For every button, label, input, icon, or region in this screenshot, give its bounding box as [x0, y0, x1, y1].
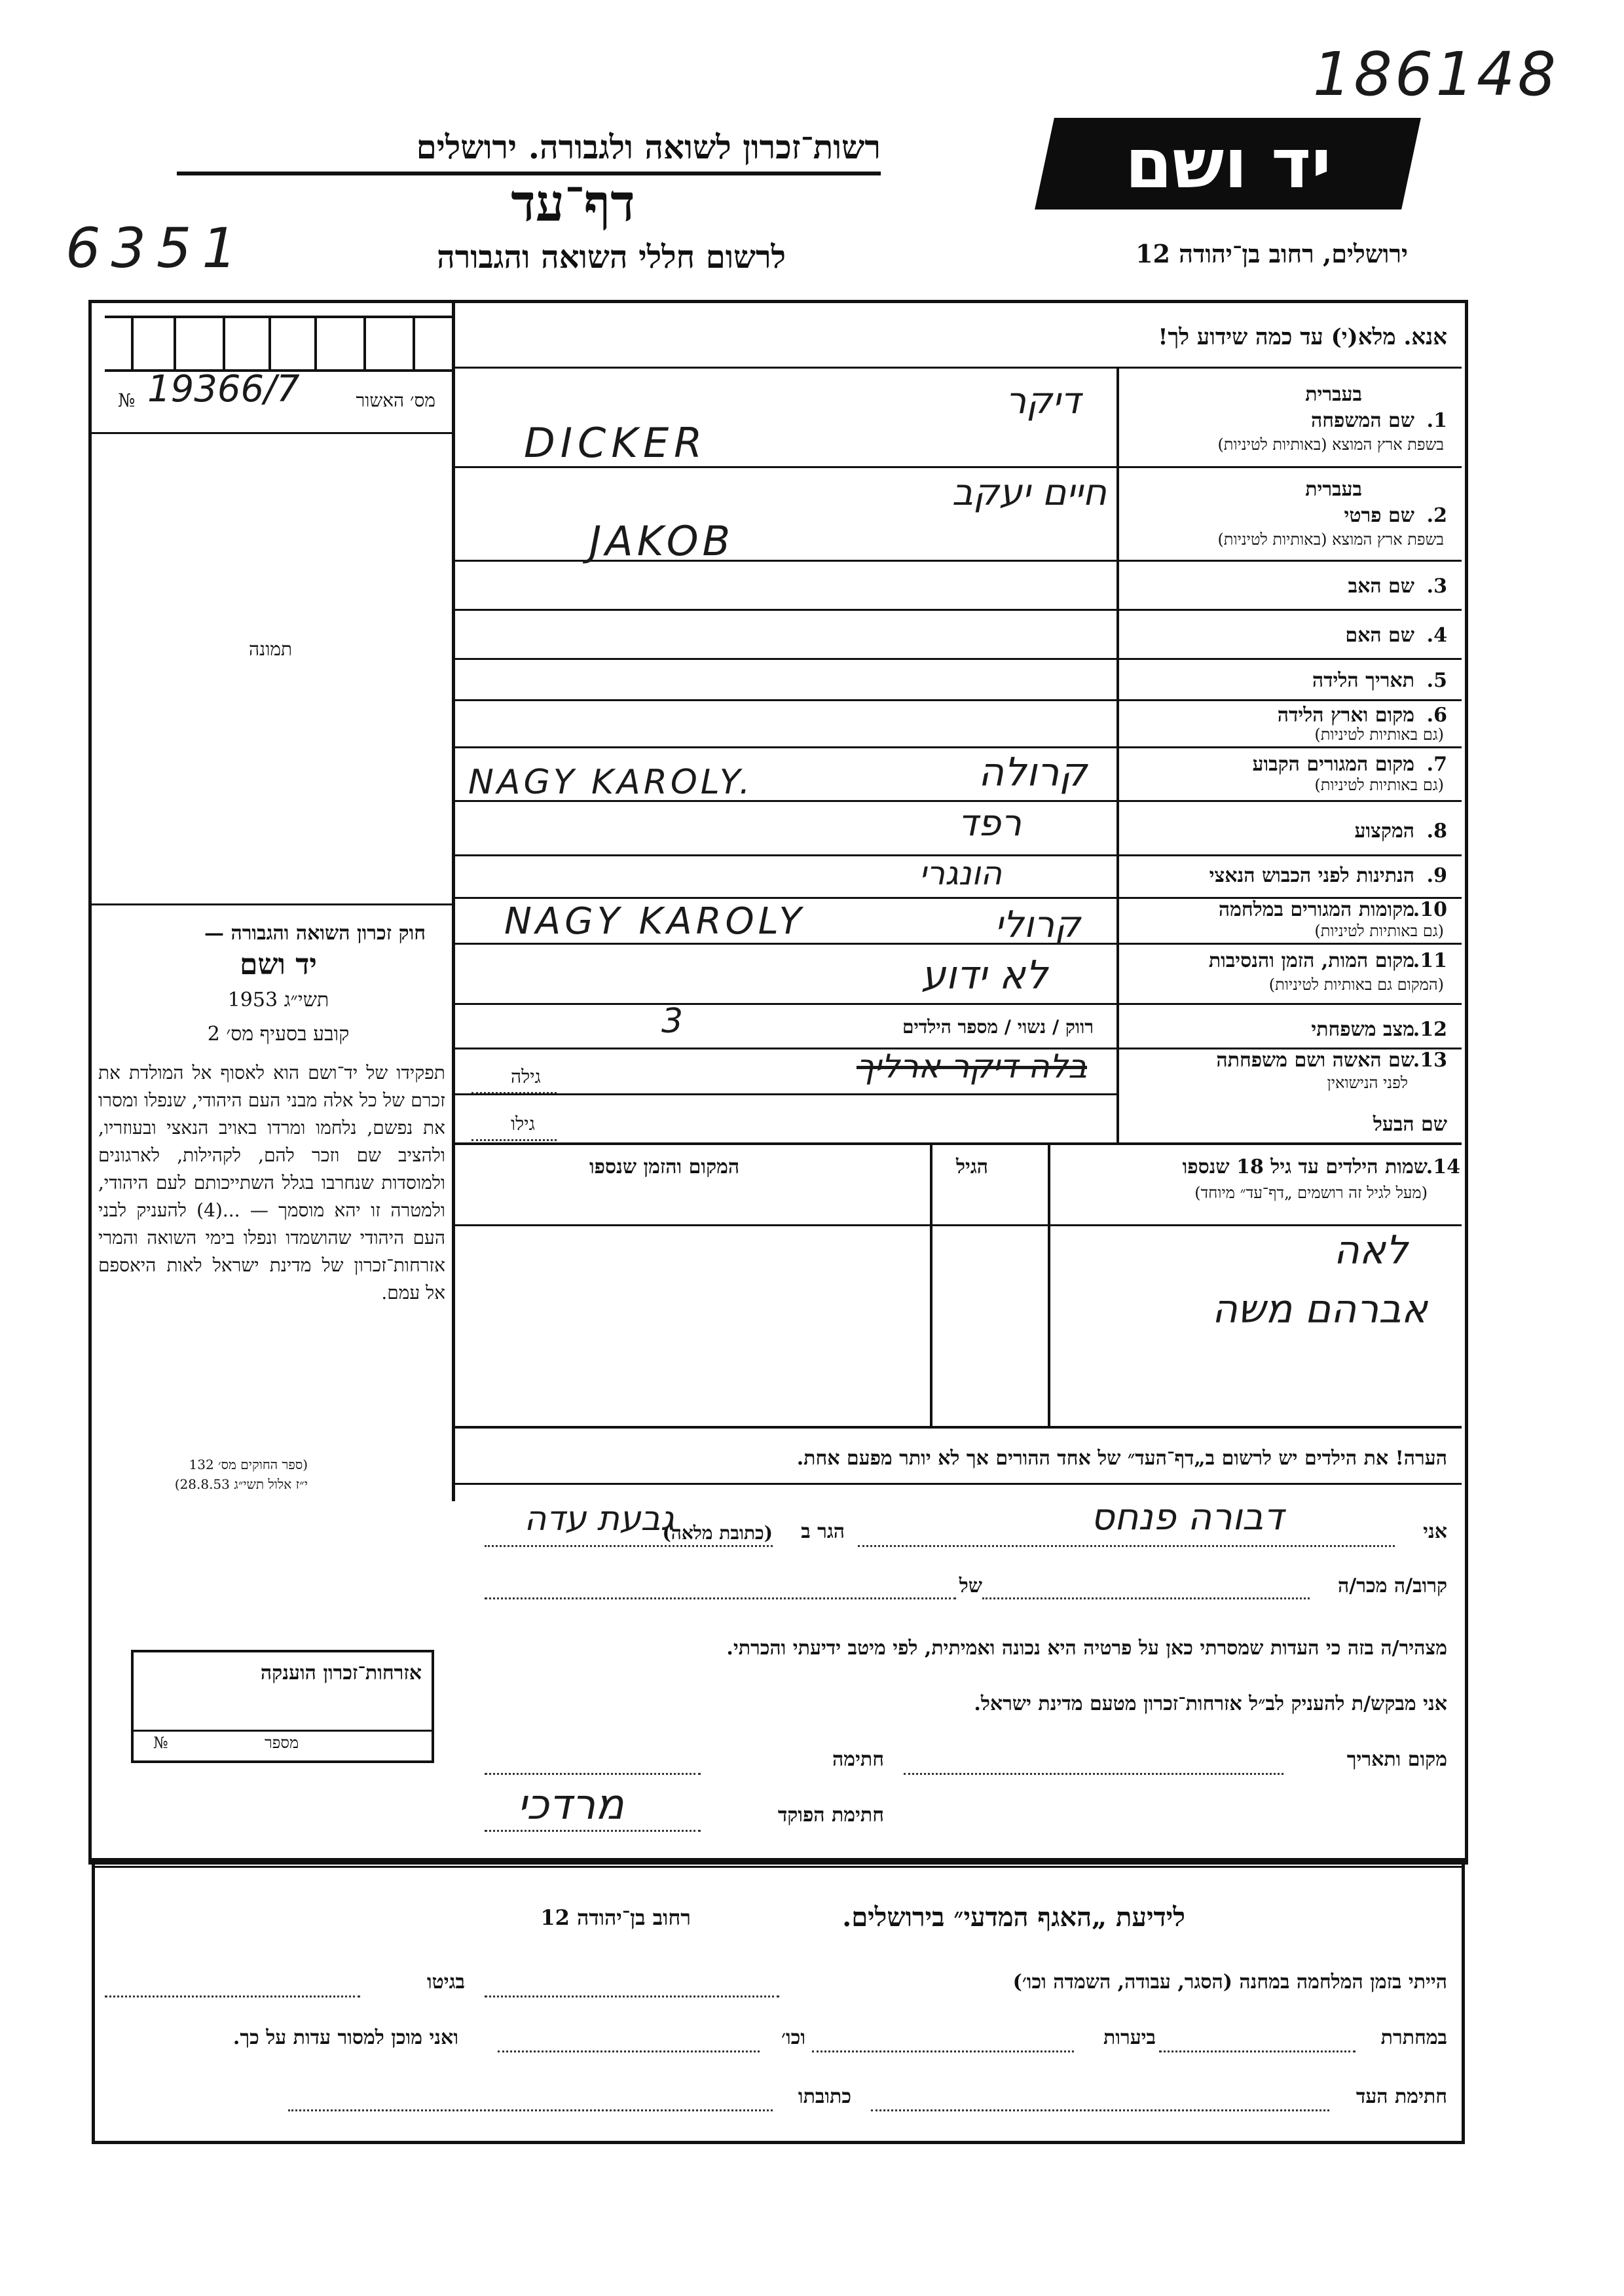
- field-13-value[interactable]: בלה דיקר ארליך: [856, 1048, 1087, 1085]
- citizenship-box: [131, 1650, 434, 1763]
- citizenship-number-label: מספר: [265, 1734, 299, 1752]
- field-1-value-hebrew[interactable]: דיקר: [1005, 380, 1080, 422]
- footer-witness-signature: חתימת העד: [1356, 2085, 1447, 2108]
- approval-number[interactable]: 19366/7: [147, 368, 300, 410]
- field-9-num: 9.: [1426, 864, 1447, 887]
- law-line-3: תשי״ג 1953: [227, 989, 329, 1011]
- field-12-children[interactable]: 3: [661, 1002, 684, 1041]
- field-5-num: 5.: [1426, 669, 1447, 692]
- approval-label: מס׳ האשור: [356, 390, 435, 411]
- field-1-num: 1.: [1426, 409, 1447, 432]
- field-12-num: 12.: [1412, 1018, 1447, 1041]
- field-1-value-latin[interactable]: DICKER: [524, 419, 708, 467]
- field-5-label: תאריך הלידה: [1312, 669, 1414, 692]
- decl-address[interactable]: גבעת עדה: [524, 1499, 674, 1539]
- footer-witness-address: כתובתו: [798, 2085, 851, 2108]
- footer-etc: וכו׳: [781, 2026, 805, 2049]
- instruction-row-line: [455, 367, 1462, 369]
- labels-column-divider: [1116, 367, 1119, 1142]
- form-title: דף־עד: [511, 173, 635, 233]
- decl-statement: מצהיר/ה בזה כי העדות שמסרתי כאן על פרטיה היא נכונה ואמיתית, לפי מיטב ידיעתי והכרתי.: [726, 1637, 1447, 1660]
- field-6-num: 6.: [1426, 704, 1447, 727]
- note-text: הערה! את הילדים יש לרשום ב„דף־העד״ של אחד ההורים אך לא יותר מפעם אחת.: [796, 1447, 1447, 1470]
- field-9-label: הנתינות לפני הכבוש הנאצי: [1209, 864, 1414, 887]
- archive-number: 186148: [1312, 39, 1559, 109]
- field-7-sub: (גם באותיות לטיניות): [1314, 776, 1444, 794]
- decl-officer-signature: חתימת הפוקד: [777, 1804, 884, 1827]
- field-10-num: 10.: [1412, 898, 1447, 921]
- field-11-value[interactable]: לא ידוע: [921, 953, 1048, 998]
- field-4-label: שם האם: [1345, 624, 1414, 647]
- form-instruction: אנא. מלא(י) עד כמה שידוע לך!: [1158, 324, 1447, 350]
- approval-cells: [105, 316, 452, 372]
- field-6-label: מקום וארץ הלידה: [1277, 704, 1414, 727]
- right-margin-line: [1462, 1858, 1465, 2144]
- header-address: ירושלים, רחוב בן־יהודה 12: [1135, 239, 1408, 268]
- field-7-value-latin[interactable]: NAGY KAROLY.: [468, 763, 754, 802]
- field-11-sub: (המקום גם באותיות לטיניות): [1268, 975, 1444, 994]
- field-1-sub: בשפת ארץ המוצא (באותיות לטיניות): [1217, 435, 1444, 454]
- husband-age-label: גילו: [511, 1113, 535, 1135]
- law-citation-2: י״ז אלול תשי״ג 28.8.53): [174, 1476, 308, 1492]
- field-7-num: 7.: [1426, 753, 1447, 776]
- field-10-sub: (גם באותיות לטיניות): [1314, 922, 1444, 940]
- logo-text: יד ושם: [1124, 124, 1331, 204]
- decl-ani: אני: [1423, 1520, 1447, 1543]
- field-12-options: רווק / נשוי / מספר הילדים: [902, 1016, 1094, 1038]
- law-line-4: קובע בסעיף מס׳ 2: [207, 1023, 350, 1046]
- law-citation-1: (ספר החוקים מס׳ 132: [189, 1457, 308, 1472]
- law-line-1: חוק זכרון השואה והגבורה —: [204, 922, 426, 945]
- wife-age-label: גילה: [511, 1066, 541, 1087]
- form-subtitle: לרשום חללי השואה והגבורה: [437, 239, 786, 276]
- field-2-value-latin[interactable]: JAKOB: [589, 517, 735, 565]
- field-2-hebrew-tag: בעברית: [1305, 478, 1362, 501]
- yad-vashem-logo: [1035, 118, 1421, 210]
- children-sub: (מעל לגיל זה רושמים „דף־עד״ מיוחד): [1194, 1184, 1428, 1202]
- field-13-label: שם האשה ושם משפחתה: [1216, 1049, 1414, 1072]
- field-3-num: 3.: [1426, 575, 1447, 598]
- law-paragraph: תפקידו של יד־ושם הוא לאסוף אל המולדת את זכרם של כל אלה מבני העם היהודי, שנפלו ומסרו את נפשם, נלחמו ומרדו באויב הנאצי ובעוזריו, ולהציב שם וזכר להם, לקהילות, לארגונים ולמוסדות שנחרבו בגלל השתייכותם לעם היהודי, ולמטרה זו יהא מוסמך — ...(4) להעניק לבני העם היהודי שהושמדו ונפלו בימי השואה והמרי אזרחות־זכרון של מדינת ישראל לאות היאספם אל עמם.: [98, 1062, 445, 1303]
- citizenship-title: אזרחות־זכרון הוענקה: [260, 1662, 422, 1685]
- field-11-label: מקום המות, הזמן והנסיבות: [1208, 949, 1414, 972]
- field-8-value[interactable]: רפד: [957, 802, 1022, 845]
- citizenship-no-mark: №: [153, 1734, 168, 1752]
- field-2-num: 2.: [1426, 504, 1447, 527]
- officer-signature-value[interactable]: מרדכי: [517, 1781, 624, 1829]
- field-10-value-latin[interactable]: NAGY KAROLY: [504, 900, 805, 943]
- field-8-num: 8.: [1426, 820, 1447, 843]
- field-7-value-hebrew[interactable]: קרולה: [978, 750, 1087, 795]
- decl-resides: הגר ב: [801, 1520, 845, 1543]
- field-8-label: המקצוע: [1354, 820, 1414, 843]
- authority-title: רשות־זכרון לשואה ולגבורה. ירושלים: [416, 128, 881, 166]
- footer-title: לידיעת „האגף המדעי״ בירושלים.: [842, 1902, 1185, 1933]
- law-line-2: יד ושם: [240, 948, 317, 981]
- left-margin-line: [92, 1858, 95, 2144]
- footer-ready: ואני מוכן למסור עדות על כך.: [232, 2026, 458, 2049]
- field-9-value[interactable]: הונגרי: [919, 854, 1002, 892]
- field-13-sub: לפני הנישואין: [1327, 1074, 1408, 1092]
- children-label: שמות הילדים עד גיל 18 שנספו: [1182, 1156, 1428, 1178]
- decl-place-date: מקום ותאריך: [1346, 1748, 1447, 1771]
- left-column-divider: [452, 300, 455, 1501]
- decl-request: אני מבקש/ת להעניק לב״ל אזרחות־זכרון מטעם מדינת ישראל.: [974, 1692, 1447, 1715]
- field-2-sub: בשפת ארץ המוצא (באותיות לטיניות): [1217, 530, 1444, 549]
- field-4-num: 4.: [1426, 624, 1447, 647]
- field-10-label: מקומות המגורים במלחמה: [1218, 898, 1414, 921]
- approval-row-line: [92, 432, 452, 434]
- side-number: 6351: [65, 216, 248, 280]
- field-12-label: מצב משפחתי: [1311, 1018, 1414, 1041]
- field-1-hebrew-tag: בעברית: [1305, 383, 1362, 406]
- decl-signature: חתימה: [832, 1748, 884, 1771]
- children-place-column: המקום והזמן שנספו: [589, 1156, 740, 1178]
- field-2-label: שם פרטי: [1344, 504, 1414, 527]
- field-3-label: שם האב: [1348, 575, 1414, 598]
- footer-forests: ביערות: [1103, 2026, 1156, 2049]
- child-2-name[interactable]: אברהם משה: [1211, 1286, 1428, 1332]
- approval-no-mark: №: [118, 390, 136, 411]
- photo-label: תמונה: [249, 638, 293, 660]
- decl-full-address: (כתובת מלאה): [662, 1522, 773, 1544]
- field-11-num: 11.: [1412, 949, 1447, 972]
- field-13-num: 13.: [1412, 1049, 1447, 1072]
- children-age-column: הגיל: [956, 1156, 989, 1178]
- footer-ghetto: בגיטו: [426, 1971, 465, 1994]
- field-6-sub: (גם באותיות לטיניות): [1314, 725, 1444, 744]
- field-7-label: מקום המגורים הקבוע: [1252, 753, 1414, 776]
- decl-name[interactable]: דבורה פנחס: [1090, 1496, 1283, 1539]
- child-1-name[interactable]: לאה: [1333, 1228, 1408, 1273]
- decl-relation: קרוב/ה מכר/ה: [1338, 1575, 1447, 1597]
- field-2-value-hebrew[interactable]: חיים יעקב: [951, 471, 1107, 514]
- field-10-value-hebrew[interactable]: קרולי: [995, 903, 1080, 946]
- husband-label: שם הבעל: [1373, 1113, 1447, 1136]
- field-1-label: שם המשפחה: [1310, 409, 1414, 432]
- decl-of: של: [959, 1575, 982, 1597]
- footer-underground: במחתרת: [1380, 2026, 1447, 2049]
- children-num: 14.: [1426, 1156, 1460, 1178]
- footer-address: רחוב בן־יהודה 12: [540, 1905, 691, 1930]
- footer-line-1: הייתי בזמן המלחמה במחנה (הסגר, עבודה, השמדה וכו׳): [1012, 1971, 1447, 1994]
